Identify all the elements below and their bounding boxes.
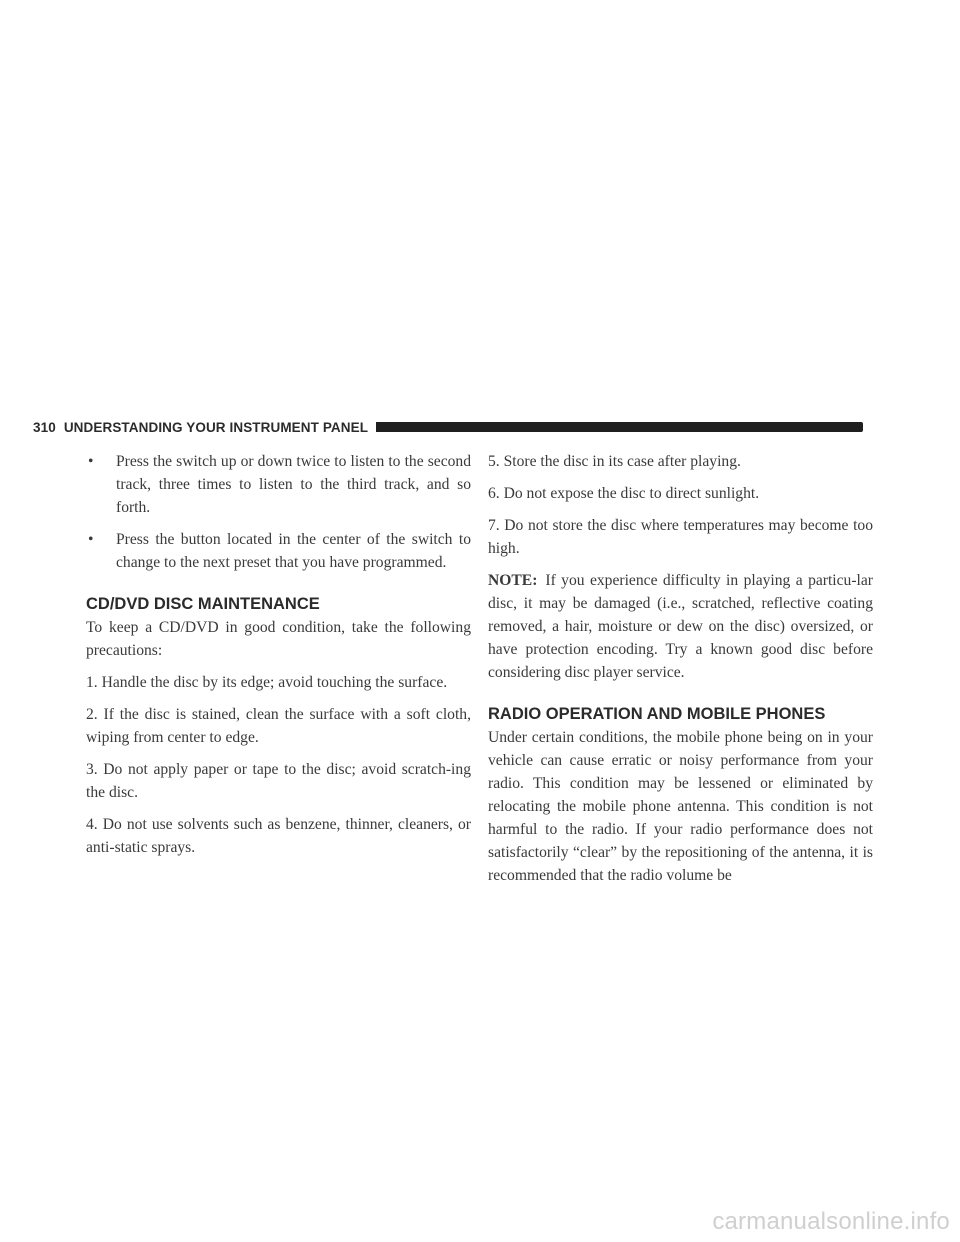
note-paragraph — [488, 569, 873, 684]
list-item — [86, 528, 471, 574]
bullet-icon: • — [88, 453, 94, 470]
step-2: 2. If the disc is stained, clean the surface with a soft cloth, wiping from center to edge. — [86, 706, 471, 746]
radio-paragraph: Under certain conditions, the mobile phone being on in your vehicle can cause erratic or noisy performance from your radio. This condition may be lessened or eliminated by relocating the mobile phone antenna. This condition is not harmful to the radio. If your radio performance does not satisfactorily “clear” by the repositioning of the antenna, it is recommended that the radio volume be — [488, 729, 873, 884]
note-label: NOTE: — [488, 572, 538, 589]
page-number: 310 — [33, 419, 56, 435]
page-header — [33, 416, 863, 438]
intro-paragraph: To keep a CD/DVD in good condition, take the following precautions: — [86, 619, 471, 659]
watermark-text: carmanualsonline.info — [712, 1208, 950, 1235]
radio-heading: RADIO OPERATION AND MOBILE PHONES — [488, 705, 826, 723]
step-3: 3. Do not apply paper or tape to the disc; avoid scratch-ing the disc. — [86, 761, 471, 801]
bullet-icon: • — [88, 531, 94, 548]
header-rule — [376, 422, 863, 432]
step-4: 4. Do not use solvents such as benzene, thinner, cleaners, or anti-static sprays. — [86, 816, 471, 856]
cd-dvd-heading: CD/DVD DISC MAINTENANCE — [86, 595, 320, 613]
step-7: 7. Do not store the disc where temperatures may become too high. — [488, 517, 873, 557]
section-title: UNDERSTANDING YOUR INSTRUMENT PANEL — [63, 419, 369, 435]
step-1: 1. Handle the disc by its edge; avoid touching the surface. — [86, 674, 448, 691]
right-column — [488, 450, 873, 896]
step-5: 5. Store the disc in its case after playing. — [488, 453, 741, 470]
note-text: If you experience difficulty in playing a particu-lar disc, it may be damaged (i.e., scratched, reflective coating removed, a hair, moisture or dew on the disc) oversized, or have protection encoding. Try a known good disc before considering disc player service. — [488, 572, 873, 681]
list-item — [86, 450, 471, 519]
bullet-text: Press the button located in the center of the switch to change to the next preset that you have programmed. — [116, 531, 471, 571]
bullet-text: Press the switch up or down twice to listen to the second track, three times to listen to the third track, and so forth. — [116, 453, 471, 516]
left-column — [86, 450, 471, 868]
step-6: 6. Do not expose the disc to direct sunlight. — [488, 485, 760, 502]
